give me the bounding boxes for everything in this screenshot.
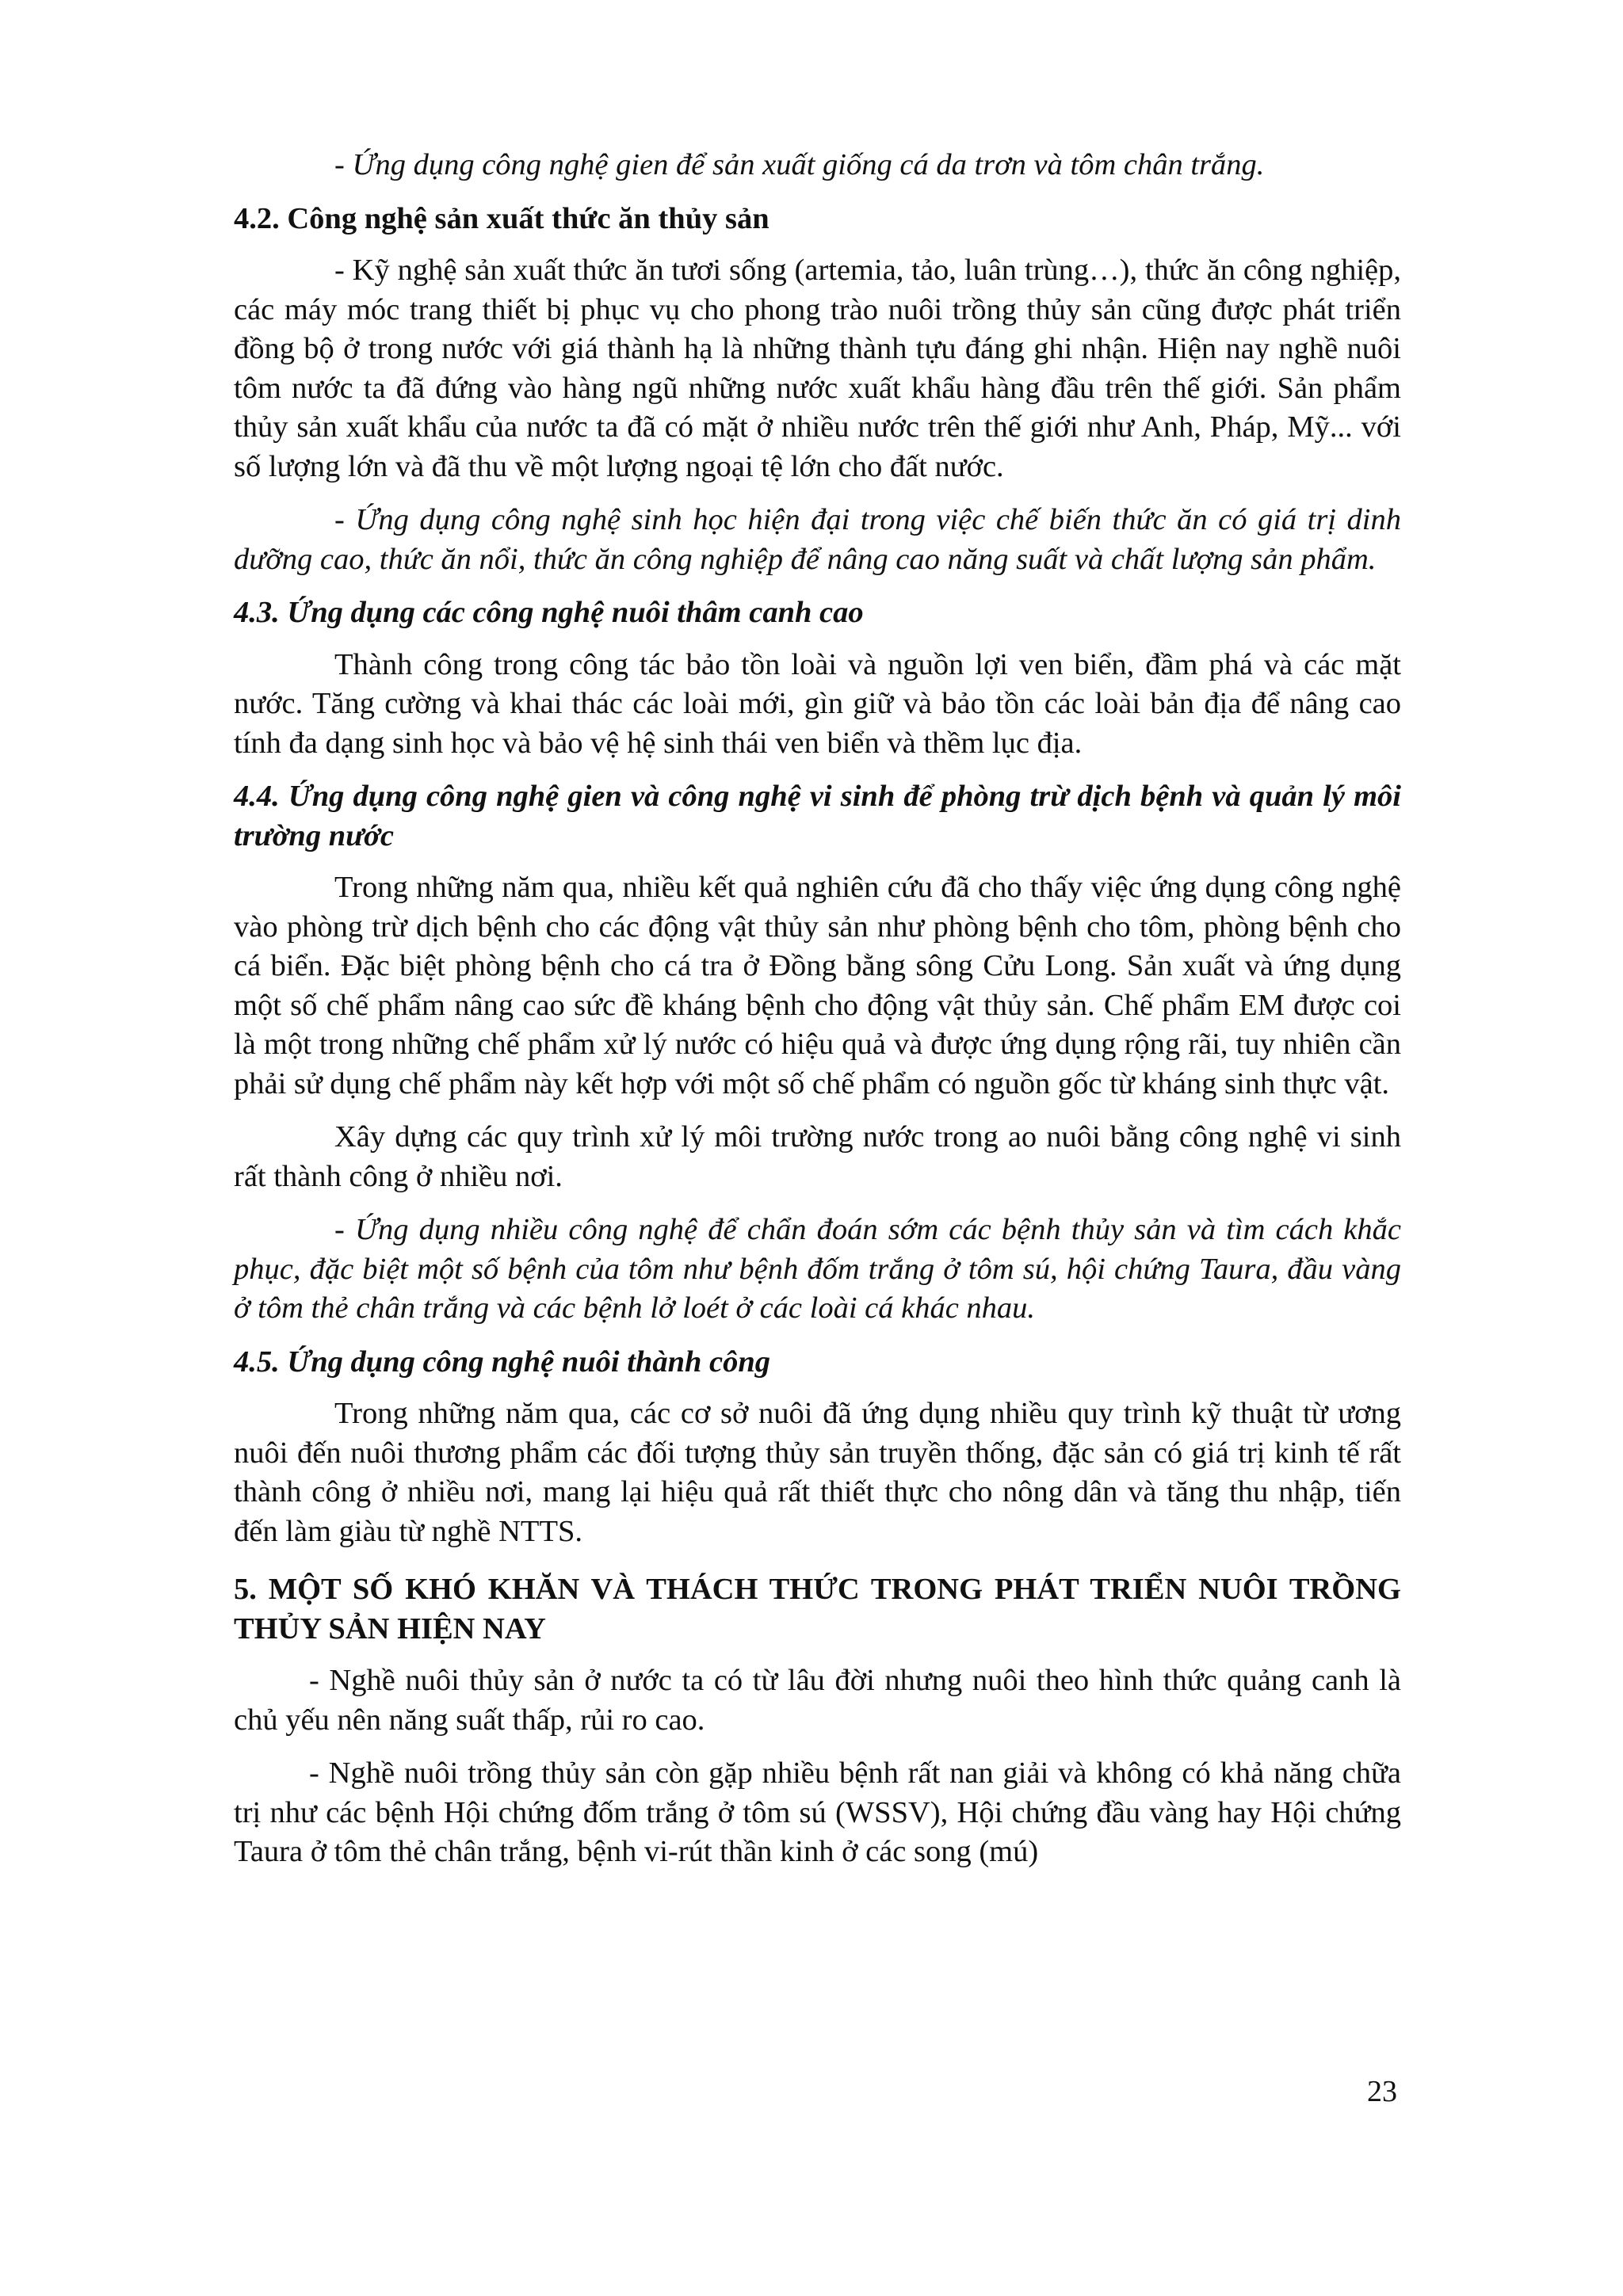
paragraph-diagnosis: - Ứng dụng nhiều công nghệ để chẩn đoán sớm các bệnh thủy sản và tìm cách khắc phục, đặc biệt một số bệnh của tôm như bệnh đốm trắng ở tôm sú, hội chứng Taura, đầu vàng ở tôm thẻ chân trắng và các bệnh lở loét ở các loài cá khác nhau. xyxy=(234,1213,1401,1325)
heading-5: 5. MỘT SỐ KHÓ KHĂN VÀ THÁCH THỨC TRONG PHÁT TRIỂN NUÔI TRỒNG THỦY SẢN HIỆN NAY xyxy=(234,1573,1401,1646)
paragraph-gene-tech: - Ứng dụng công nghệ gien để sản xuất giống cá da trơn và tôm chân trắng. xyxy=(334,148,1265,181)
heading-4-2: 4.2. Công nghệ sản xuất thức ăn thủy sản xyxy=(234,201,769,235)
paragraph-water-treatment: Xây dựng các quy trình xử lý môi trường nước trong ao nuôi bằng công nghệ vi sinh rất thành công ở nhiều nơi. xyxy=(234,1120,1401,1193)
heading-4-5: 4.5. Ứng dụng công nghệ nuôi thành công xyxy=(234,1344,771,1379)
page-number: 23 xyxy=(1367,2075,1397,2108)
paragraph-successful-farming: Trong những năm qua, các cơ sở nuôi đã ứng dụng nhiều quy trình kỹ thuật từ ương nuôi đến nuôi thương phẩm các đối tượng thủy sản truyền thống, đặc sản có giá trị kinh tế rất thành công ở nhiều nơi, mang lại hiệu quả rất thiết thực cho nông dân và tăng thu nhập, tiến đến làm giàu từ nghề NTTS. xyxy=(234,1397,1401,1548)
paragraph-biotech-feed: - Ứng dụng công nghệ sinh học hiện đại trong việc chế biến thức ăn có giá trị dinh dưỡng cao, thức ăn nổi, thức ăn công nghiệp để nâng cao năng suất và chất lượng sản phẩm. xyxy=(234,503,1401,576)
document-page xyxy=(234,146,1401,1872)
paragraph-disease-challenges: - Nghề nuôi trồng thủy sản còn gặp nhiều bệnh rất nan giải và không có khả năng chữa trị như các bệnh Hội chứng đốm trắng ở tôm sú (WSSV), Hội chứng đầu vàng hay Hội chứng Taura ở tôm thẻ chân trắng, bệnh vi-rút thần kinh ở các song (mú) xyxy=(234,1756,1401,1868)
paragraph-conservation: Thành công trong công tác bảo tồn loài và nguồn lợi ven biển, đầm phá và các mặt nước. Tăng cường và khai thác các loài mới, gìn giữ và bảo tồn các loài bản địa để nâng cao tính đa dạng sinh học và bảo vệ hệ sinh thái ven biển và thềm lục địa. xyxy=(234,647,1401,760)
paragraph-disease-prevention: Trong những năm qua, nhiều kết quả nghiên cứu đã cho thấy việc ứng dụng công nghệ vào phòng trừ dịch bệnh cho các động vật thủy sản như phòng bệnh cho tôm, phòng bệnh cho cá biển. Đặc biệt phòng bệnh cho cá tra ở Đồng bằng sông Cửu Long. Sản xuất và ứng dụng một số chế phẩm nâng cao sức đề kháng bệnh cho động vật thủy sản. Chế phẩm EM được coi là một trong những chế phẩm xử lý nước có hiệu quả và được ứng dụng rộng rãi, tuy nhiên cần phải sử dụng chế phẩm này kết hợp với một số chế phẩm có nguồn gốc từ kháng sinh thực vật. xyxy=(234,871,1401,1100)
paragraph-feed-production: - Kỹ nghệ sản xuất thức ăn tươi sống (artemia, tảo, luân trùng…), thức ăn công nghiệp, các máy móc trang thiết bị phục vụ cho phong trào nuôi trồng thủy sản cũng được phát triển đồng bộ ở trong nước với giá thành hạ là những thành tựu đáng ghi nhận. Hiện nay nghề nuôi tôm nước ta đã đứng vào hàng ngũ những nước xuất khẩu hàng đầu trên thế giới. Sản phẩm thủy sản xuất khẩu của nước ta đã có mặt ở nhiều nước trên thế giới như Anh, Pháp, Mỹ... với số lượng lớn và đã thu về một lượng ngoại tệ lớn cho đất nước. xyxy=(234,254,1401,483)
heading-4-4: 4.4. Ứng dụng công nghệ gien và công nghệ vi sinh để phòng trừ dịch bệnh và quản lý môi trường nước xyxy=(234,780,1401,852)
paragraph-extensive-farming: - Nghề nuôi thủy sản ở nước ta có từ lâu đời nhưng nuôi theo hình thức quảng canh là chủ yếu nên năng suất thấp, rủi ro cao. xyxy=(234,1664,1401,1737)
heading-4-3: 4.3. Ứng dụng các công nghệ nuôi thâm canh cao xyxy=(234,596,864,629)
